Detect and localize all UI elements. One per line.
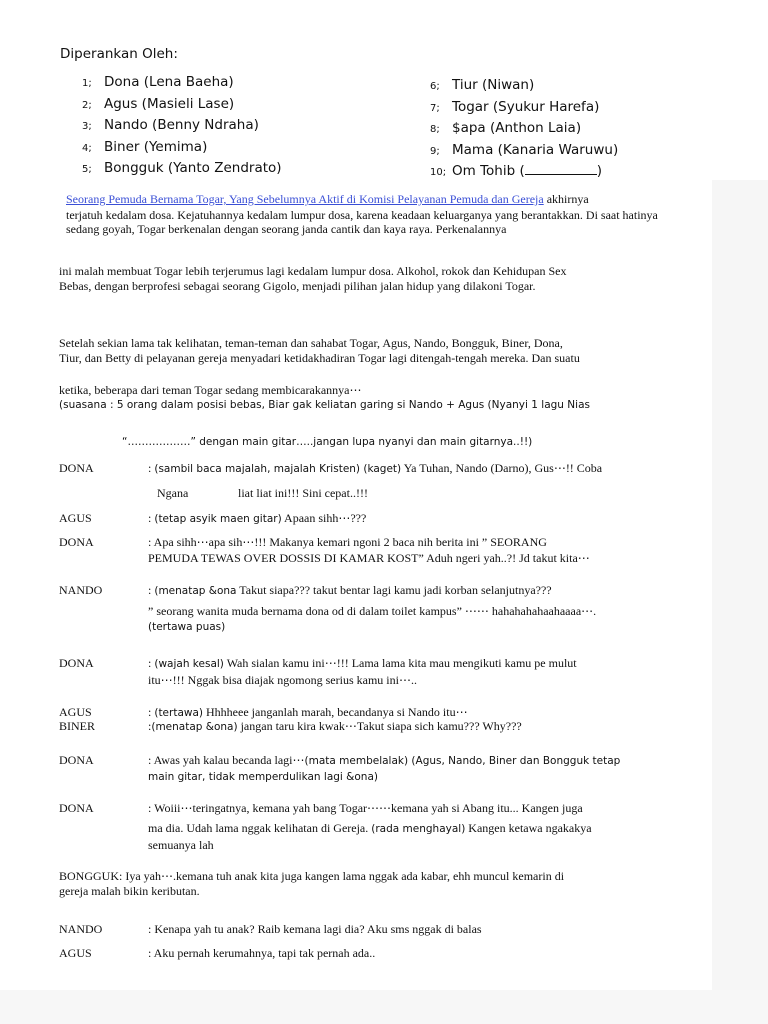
dialogue-line: : (tetap asyik maen gitar) Apaan sihh⋯??? [148,511,367,525]
intro-line-8: ketika, beberapa dari teman Togar sedang membicarakannya⋯ [59,383,362,397]
stage-direction: (sambil baca majalah, majalah Kristen) (kaget) [154,463,402,475]
dialogue-line: Ngana [157,486,189,500]
dialogue-line: : Awas yah kalau becanda lagi⋯(mata membelalak) (Agus, Nando, Biner dan Bongguk tetap main gitar, tidak memperdulikan lagi &ona) [148,753,621,783]
cast-list-right [430,75,618,183]
dialogue-line: : Apa sihh⋯apa sih⋯!!! Makanya kemari ngoni 2 baca nih berita ini ” SEORANG PEMUDA TEWAS OVER DOSSIS DI KAMAR KOST” Aduh ngeri yah..?! Jd takut kita⋯ [148,535,590,565]
stage-direction-song: “………………” dengan main gitar…..jangan lupa nyanyi dan main gitarnya..!!) [122,436,533,448]
intro-link[interactable]: Seorang Pemuda Bernama Togar, Yang Sebelumnya Aktif di Komisi Pelayanan Pemuda dan Gereja [66,192,544,206]
stage-direction: (tertawa) [154,707,204,719]
page-margin-bottom [0,990,768,1024]
cast-item: 9; Mama (Kanaria Waruwu) [430,141,619,158]
speaker-name: NANDO [59,583,103,597]
cast-item: 6; Tiur (Niwan) [430,77,535,93]
cast-item: 3; Nando (Benny Ndraha) [82,117,259,133]
intro-line-5: Bebas, dengan berprofesi sebagai seorang Gigolo, menjadi pilihan jalan hidup yang dilakoni Togar. [59,279,536,293]
speaker-name: DONA [59,801,94,815]
stage-direction: (tertawa puas) [148,621,226,633]
cast-list-left [82,72,282,180]
dialogue-line: : (wajah kesal) Wah sialan kamu ini⋯!!! Lama lama kita mau mengikuti kamu pe mulut itu⋯!!! Nggak bisa diajak ngomong serius kamu ini⋯.. [148,656,577,687]
dialogue-line: BONGGUK: Iya yah⋯.kemana tuh anak kita juga kangen lama nggak ada kabar, ehh muncul kemarin di [59,869,565,883]
dialogue-line: : Aku pernah kerumahnya, tapi tak pernah ada.. [148,946,376,960]
speaker-name: NANDO [59,922,103,936]
stage-direction: (mata membelalak) (Agus, Nando, Biner dan Bongguk tetap [304,755,621,767]
speaker-name: AGUS [59,511,92,525]
page-margin-right [712,180,768,1000]
dialogue-line: : (sambil baca majalah, majalah Kristen) (kaget) Ya Tuhan, Nando (Darno), Gus⋯!! Coba [148,461,603,475]
cast-item: 2; Agus (Masieli Lase) [82,95,235,112]
cast-item: 7; Togar (Syukur Harefa) [430,98,600,115]
dialogue-line: : (tertawa) Hhhheee janganlah marah, becandanya si Nando itu⋯ [148,705,468,719]
stage-direction: (tetap asyik maen gitar) [154,513,282,525]
dialogue-line: :(menatap &ona) jangan taru kira kwak⋯Takut siapa sich kamu??? Why??? [148,719,522,733]
dialogue-line: : (menatap &ona Takut siapa??? takut bentar lagi kamu jadi korban selanjutnya??? ” seorang wanita muda bernama dona od di dalam toilet kampus” ⋯⋯ hahahahahaahaaaa⋯. (tertawa puas) [148,583,597,633]
dialogue-line: liat liat ini!!! Sini cepat..!!! [238,486,368,500]
stage-direction: main gitar, tidak memperdulikan lagi &ona) [148,771,378,783]
intro-line-3: sedang goyah, Togar berkenalan dengan seorang janda cantik dan kaya raya. Perkenalannya [66,222,507,236]
speaker-name: DONA [59,656,94,670]
intro-line-1: Seorang Pemuda Bernama Togar, Yang Sebelumnya Aktif di Komisi Pelayanan Pemuda dan Gereja akhirnya [66,192,589,206]
speaker-name: DONA [59,461,94,475]
stage-direction: (menatap &ona) [151,721,238,733]
stage-direction: (wajah kesal) [154,658,224,670]
intro-line-7: Tiur, dan Betty di pelayanan gereja menyadari ketidakhadiran Togar lagi ditengah-tengah mereka. Dan suatu [59,351,580,365]
speaker-name: AGUS [59,705,92,719]
cast-item: 8; $apa (Anthon Laia) [430,120,582,136]
cast-title: Diperankan Oleh: [60,46,178,62]
cast-item: 5; Bongguk (Yanto Zendrato) [82,160,282,176]
stage-direction-situation: (suasana : 5 orang dalam posisi bebas, Biar gak keliatan garing si Nando + Agus (Nyanyi 1 lagu Nias [59,399,590,411]
intro-line-2: terjatuh kedalam dosa. Kejatuhannya kedalam lumpur dosa, karena keadaan keluarganya yang berantakkan. Di saat hatinya [66,208,658,222]
dialogue-line: : Woiii⋯teringatnya, kemana yah bang Togar⋯⋯kemana yah si Abang itu... Kangen juga ma dia. Udah lama nggak kelihatan di Gereja. (rada menghayal) Kangen ketawa ngakakya semuanya lah [148,801,592,852]
cast-item: 1; Dona (Lena Baeha) [82,74,234,90]
speaker-name: DONA [59,535,94,549]
speaker-name: AGUS [59,946,92,960]
dialogue-line: gereja malah bikin keributan. [59,884,200,898]
dialogue-line: : Kenapa yah tu anak? Raib kemana lagi dia? Aku sms nggak di balas [148,922,482,936]
speaker-name: DONA [59,753,94,767]
cast-item: 10; Om Tohib ( ) [430,163,602,179]
cast-item: 4; Biner (Yemima) [82,138,208,155]
intro-line-6: Setelah sekian lama tak kelihatan, teman-teman dan sahabat Togar, Agus, Nando, Bongguk, Biner, Dona, [59,336,563,350]
speaker-name: BINER [59,719,95,733]
intro-line-4: ini malah membuat Togar lebih terjerumus lagi kedalam lumpur dosa. Alkohol, rokok dan Kehidupan Sex [59,264,567,278]
stage-direction: (rada menghayal) [371,823,466,835]
blank-line [525,174,597,175]
stage-direction: (menatap &ona [154,585,237,597]
